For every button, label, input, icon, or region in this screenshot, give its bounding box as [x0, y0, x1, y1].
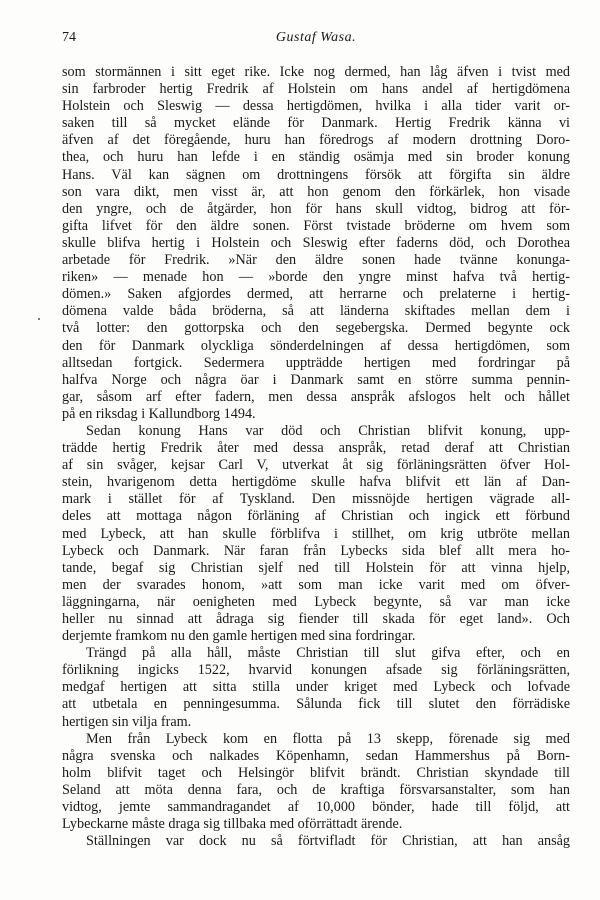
paragraph-end-line: hertigen sin vilja fram. [62, 713, 192, 730]
text-line: af sin svåger, kejsar Carl V, utverkat åt sig förläningsrätten öfver Hol- [62, 457, 570, 474]
text-line: heller nu sinnad att ådraga sig fiender till skada för eget land». Och [62, 611, 570, 627]
text-line: sin farbroder hertig Fredrik af Holstein om hans andel af hertigdömena [62, 81, 570, 98]
paragraph-end-line: derjemte framkom nu den gamle hertigen med sina fordringar. [62, 628, 416, 645]
text-line: arbetade för Fredrik. »När den äldre sonen hade tvänne konunga- [62, 252, 570, 269]
text-line: tande, begaf sig Christian sjelf ned till Holstein för att vinna hjelp, [62, 559, 570, 576]
paragraph-start-line: Trängd på alla håll, måste Christian till slut gifva efter, och en [86, 645, 570, 662]
text-line: medgaf hertigen att sitta stilla under kriget med Lybeck och lofvade [62, 679, 570, 696]
text-line: holm blifvit taget och Helsingör blifvit brändt. Christian skyndade till [62, 764, 570, 781]
page-number: 74 [62, 30, 76, 45]
text-line: att utbetala en penningesumma. Sålunda fick till slutet den förrädiske [62, 696, 570, 713]
paragraph-end-line: Lybeckarne måste draga sig tillbaka med oförrättadt ärende. [62, 816, 403, 833]
text-line: dömena valde båda bröderna, så att länderna skiftades mellan dem i [62, 303, 570, 320]
paragraph-end-line: på en riksdag i Kallundborg 1494. [62, 405, 256, 422]
text-line: med Lybeck, att han skulle förblifva i stillhet, om krig utbröte mellan [62, 525, 570, 542]
text-line: saken till så mycket elände för Danmark. Hertig Fredrik känna vi [62, 115, 570, 132]
paragraph-start-line: Sedan konung Hans var död och Christian blifvit konung, upp- [86, 422, 570, 439]
text-line: den yngre, och de åtgärder, hon för hans skull vidtog, bidrog att för- [62, 200, 570, 217]
text-line: förlikning ingicks 1522, hvarvid konungen afsade sig förläningsrätten, [62, 662, 570, 679]
text-line: Lybeck och Danmark. När faran från Lybecks sida blef allt mera ho- [62, 542, 570, 559]
text-line: son vara dikt, men visst är, att hon genom den förkärlek, hon visade [62, 183, 570, 200]
text-line: vidtog, jemte sammandragandet af 10,000 bönder, hade till följd, att [62, 799, 570, 816]
text-line: två lotter: den gottorpska och den segebergska. Dermed begynte ock [62, 320, 570, 337]
running-title: Gustaf Wasa. [275, 30, 357, 45]
text-line: trädde hertig Fredrik åter med dessa anspråk, retad deraf att Christian [62, 440, 570, 457]
text-line: äfven af det föregående, huru han föredrogs af modern drottning Doro- [62, 132, 570, 149]
text-line: thea, och huru han lefde i en ständig osämja med sin broder konung [62, 149, 570, 166]
text-line: Seland att möta denna fara, och de kraftiga försvarsanstalter, som han [62, 781, 570, 798]
body-text [62, 64, 570, 850]
text-line: alltsedan fortgick. Sedermera uppträdde hertigen med fordringar på [62, 354, 570, 371]
text-line: som stormännen i sitt eget rike. Icke nog dermed, han låg äfven i tvist med [62, 64, 570, 80]
text-line: Holstein och Sleswig — dessa hertigdömen, hvilka i alla tider varit or- [62, 98, 570, 115]
text-line: men der svarades honom, »att som man icke varit med om öfver- [62, 576, 570, 593]
text-line: halfva Norge och några öar i Danmark samt en större summa pennin- [62, 371, 570, 388]
text-line: deles att mottaga någon förläning af Christian och ingick ett förbund [62, 508, 570, 525]
text-line: dömen.» Saken afgjordes dermed, att herrarne och prelaterne i hertig- [62, 286, 570, 303]
text-line: stein, hvarigenom detta hertigdöme skulle hafva blifvit ett län af Dan- [62, 474, 570, 491]
paragraph-start-line: Men från Lybeck kom en flotta på 13 skepp, förenade sig med [86, 730, 570, 747]
text-line: skulle blifva hertig i Holstein och Sleswig efter faderns död, och Dorothea [62, 234, 570, 251]
paragraph-start-line: Ställningen var dock nu så förtvifladt för Christian, att han ansåg [86, 833, 570, 850]
text-line: riken» — menade hon — »borde den yngre minst hafva två hertig- [62, 269, 570, 286]
text-line: några svenska och nalkades Köpenhamn, sedan Hammershus på Born- [62, 747, 570, 764]
text-line: den för Danmark olyckliga sönderdelningen af dessa hertigdömen, som [62, 337, 570, 354]
text-line: gar, såsom arf efter fadern, men dessa anspråk afslogos helt och hållet [62, 388, 570, 405]
text-line: gifta lifvet för den äldre sonen. Först tvistade bröderne om hvem som [62, 217, 570, 234]
margin-mark [38, 318, 40, 320]
text-line: mark i stället för af Tyskland. Den missnöjde hertigen vägrade all- [62, 491, 570, 508]
text-line: Hans. Väl kan sägnen om drottningens försök att förgifta sin äldre [62, 166, 570, 183]
page-header [62, 30, 570, 50]
text-line: läggningarna, när oenigheten med Lybeck begynte, så var man icke [62, 593, 570, 610]
